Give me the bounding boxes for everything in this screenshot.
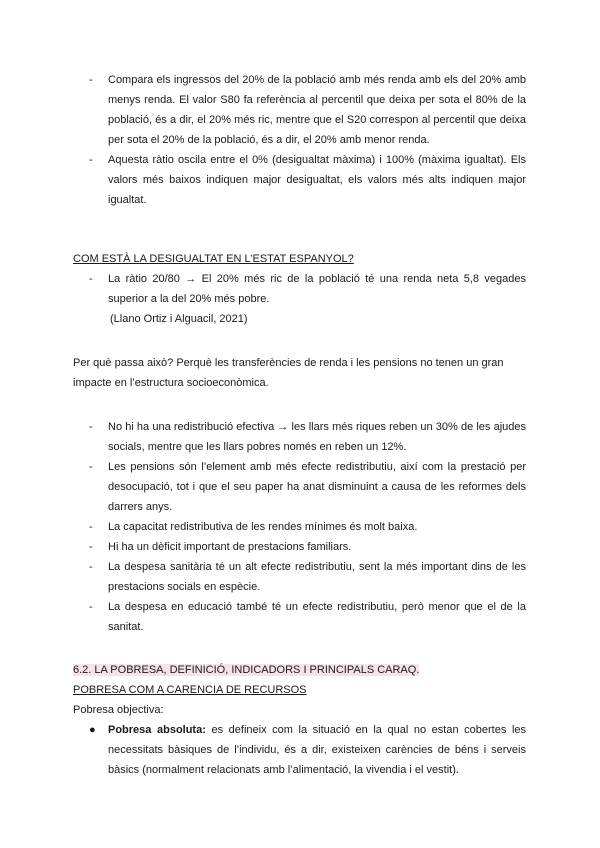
list-item: [0, 597, 600, 637]
list-item: [0, 269, 600, 309]
bullet-item: [0, 720, 600, 780]
list-item: [0, 417, 600, 457]
dash-marker: -: [89, 74, 93, 86]
dash-marker: -: [89, 601, 93, 613]
list-item-text: Aquesta ràtio oscila entre el 0% (desigualtat màxima) i 100% (màxima igualtat). Els valors més baixos indiquen major desigualtat, els valors més alts indiquen major igualtat.: [108, 154, 526, 206]
citation: (Llano Ortiz i Alguacil, 2021): [110, 313, 248, 325]
list-item: [0, 70, 600, 150]
list-item-text: No hi ha una redistribució efectiva → les llars més riques reben un 30% de les ajudes socials, mentre que les llars pobres només en reben un 12%.: [108, 421, 526, 453]
why-paragraph-block: [0, 353, 600, 393]
dash-marker: -: [89, 461, 93, 473]
section-poverty: [0, 660, 600, 780]
dash-marker: -: [89, 273, 93, 285]
list-item-text: La despesa en educació també té un efecte redistributiu, però menor que el de la sanitat.: [108, 601, 526, 633]
list-item: [0, 537, 600, 557]
label: Pobresa objectiva:: [73, 704, 164, 716]
list-item-text: Compara els ingressos del 20% de la població amb més renda amb els del 20% amb menys renda. El valor S80 fa referència al percentil que deixa per sota el 80% de la població, és a dir, el 20% més ric, mentre que el S20 correspon al percentil que deixa per sota el 20% de la població, és a dir, el 20% amb menor renda.: [108, 74, 526, 146]
list-item: [0, 557, 600, 597]
dash-marker: -: [89, 561, 93, 573]
list-item-text: Les pensions són l’element amb més efecte redistributiu, així com la prestació per desocupació, tot i que el seu paper ha anat disminuint a causa de les reformes dels darrers anys.: [108, 461, 526, 513]
reasons-list: [0, 417, 600, 637]
dash-marker: -: [89, 154, 93, 166]
dash-marker: -: [89, 421, 93, 433]
intro-list: [0, 70, 600, 210]
list-item-text: La despesa sanitària té un alt efecte redistributiu, sent la més important dins de les prestacions socials en espècie.: [108, 561, 526, 593]
section-heading-row: [0, 660, 600, 680]
dash-marker: -: [89, 541, 93, 553]
list-item-text: Hi ha un dèficit important de prestacions familiars.: [108, 541, 352, 553]
bullet-marker: ●: [89, 724, 96, 736]
list-item-text: La capacitat redistributiva de les rendes mínimes és molt baixa.: [108, 521, 418, 533]
section-spain: [0, 249, 600, 329]
why-paragraph: Per què passa això? Perquè les transferències de renda i les pensions no tenen un gran impacte en l’estructura socioeconòmica.: [73, 357, 504, 389]
section-heading: 6.2. LA POBRESA, DEFINICIÓ, INDICADORS I PRINCIPALS CARAQ.: [73, 664, 420, 676]
list-item: [0, 457, 600, 517]
dash-marker: -: [89, 521, 93, 533]
bullet-term: Pobresa absoluta:: [108, 724, 206, 736]
bullet-text: es defineix com la situació en la qual no estan cobertes les necessitats bàsiques de l’individu, és a dir, existeixen carències de béns i serveis bàsics (normalment relacionats amb l’alimentació, la vivendia i el vestit).: [108, 724, 526, 776]
section-heading: COM ESTÀ LA DESIGUALTAT EN L’ESTAT ESPANYOL?: [73, 253, 354, 265]
list-item: [0, 517, 600, 537]
list-item-text: La ràtio 20/80 → El 20% més ric de la població té una renda neta 5,8 vegades superior a la del 20% més pobre.: [108, 273, 526, 305]
list-item: [0, 150, 600, 210]
subheading: POBRESA COM A CARENCIA DE RECURSOS: [73, 684, 307, 696]
